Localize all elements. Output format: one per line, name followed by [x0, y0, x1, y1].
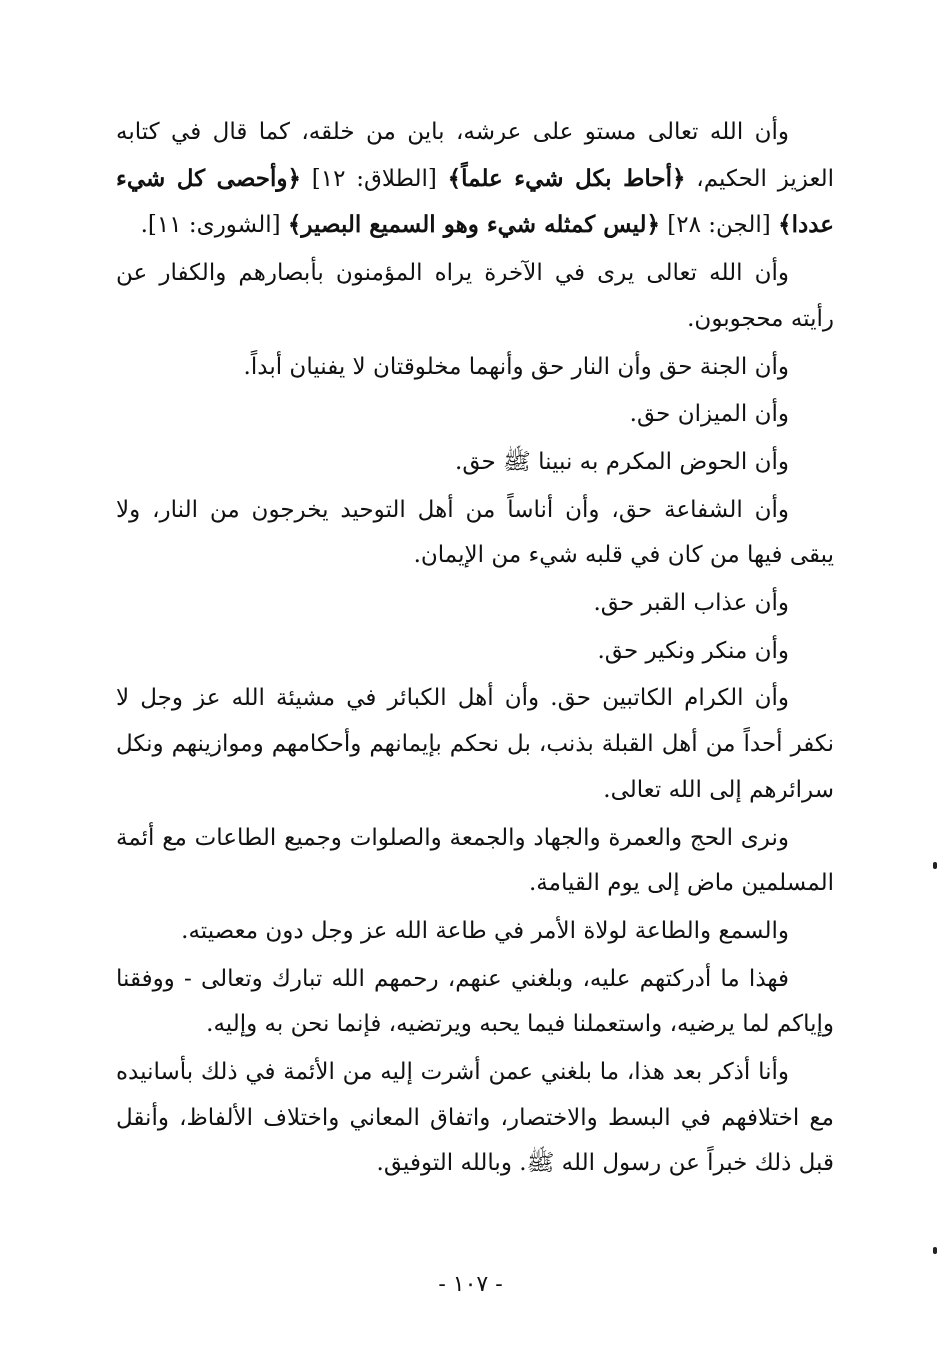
paragraph-text: ونرى الحج والعمرة والجهاد والجمعة والصلوات وجميع الطاعات مع أئمة المسلمين ماض إلى يوم القيامة. — [116, 824, 834, 897]
page-number: - ١٠٧ - — [438, 1272, 503, 1297]
paragraph — [116, 957, 834, 1048]
paragraph — [116, 629, 834, 675]
paragraph — [116, 909, 834, 955]
paragraph — [116, 1050, 834, 1187]
edge-mark — [933, 862, 937, 869]
paragraph — [116, 392, 834, 438]
paragraph — [116, 816, 834, 907]
paragraph-text: وأنا أذكر بعد هذا، ما بلغني عمن أشرت إليه من الأئمة في ذلك بأسانيده مع اختلافهم في البسط والاختصار، واتفاق المعاني واختلاف الألفاظ، وأنقل قبل ذلك خبراً عن رسول الله ﷺ. وبالله التوفيق. — [116, 1059, 834, 1177]
paragraph — [116, 110, 834, 249]
paragraph-text: فهذا ما أدركتهم عليه، وبلغني عنهم، رحمهم الله تبارك وتعالى - ووفقنا وإياكم لما يرضيه، واستعملنا فيما يحبه ويرتضيه، فإنما نحن به وإليه. — [116, 965, 834, 1038]
verse-reference: [الشورى: ١١]. — [140, 212, 288, 239]
paragraph — [116, 440, 834, 486]
paragraph — [116, 488, 834, 579]
body-text — [116, 110, 834, 1189]
paragraph-text: وأن عذاب القبر حق. — [593, 590, 789, 617]
paragraph-text: والسمع والطاعة لولاة الأمر في طاعة الله عز وجل دون معصيته. — [181, 917, 789, 944]
quran-verse: ﴿أحاط بكل شيء علماً﴾ — [447, 164, 686, 192]
paragraph-text: وأن الجنة حق وأن النار حق وأنهما مخلوقتان لا يفنيان أبداً. — [243, 353, 789, 380]
quran-verse: ﴿ليس كمثله شيء وهو السميع البصير﴾ — [287, 211, 660, 239]
paragraph-text: وأن الله تعالى يرى في الآخرة يراه المؤمنون بأبصارهم والكفار عن رأيته محجوبون. — [116, 260, 834, 332]
paragraph — [116, 251, 834, 342]
paragraph-text: وأن الله تعالى مستو على عرشه، باين من خلقه، كما قال في كتابه العزيز الحكيم، — [116, 119, 834, 192]
paragraph — [116, 345, 834, 391]
paragraph-text: وأن الحوض المكرم به نبينا ﷺ حق. — [455, 448, 789, 475]
paragraph — [116, 581, 834, 627]
paragraph-text: وأن الكرام الكاتبين حق. وأن أهل الكبائر في مشيئة الله عز وجل لا نكفر أحداً من أهل القبلة بذنب، بل نحكم بإيمانهم وأحكامهم وموازينهم ونكل سرائرهم إلى الله تعالى. — [116, 685, 834, 803]
edge-mark — [933, 1247, 937, 1254]
paragraph-text: وأن منكر ونكير حق. — [597, 637, 789, 664]
verse-reference: [الطلاق: ١٢] — [300, 165, 448, 192]
paragraph-text: وأن الشفاعة حق، وأن أناساً من أهل التوحيد يخرجون من النار، ولا يبقى فيها من كان في قلبه شيء من الإيمان. — [116, 496, 834, 569]
verse-reference: [الجن: ٢٨] — [659, 212, 779, 239]
paragraph-text: وأن الميزان حق. — [629, 401, 789, 428]
quran-verse: ﴿وأحصى كل شيء عددا﴾ — [116, 164, 834, 239]
paragraph — [116, 676, 834, 813]
